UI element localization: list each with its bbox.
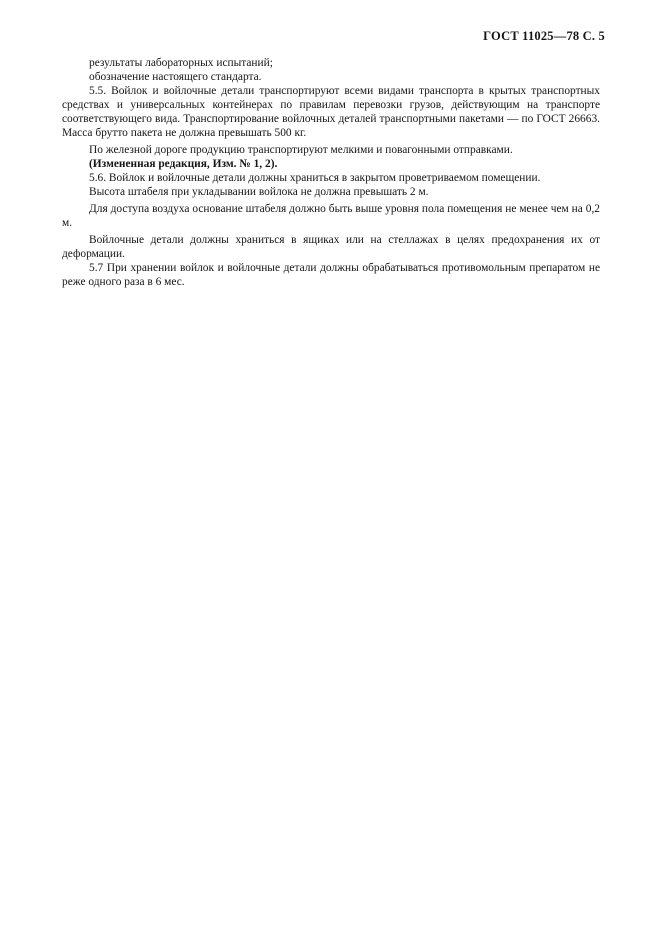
clause-5-7: 5.7 При хранении войлок и войлочные детали должны обрабатываться противомольным препаратом не реже одного раза в 6 мес. [62,262,600,288]
stack-base-paragraph: Для доступа воздуха основание штабеля должно быть выше уровня пола помещения не менее чем на 0,2 м. [62,203,600,229]
stack-height-paragraph: Высота штабеля при укладывании войлока не должна превышать 2 м. [89,186,429,198]
list-item-lab-results: результаты лабораторных испытаний; [89,57,273,69]
rail-transport-paragraph: По железной дороге продукцию транспортируют мелкими и повагонными отправками. [89,144,513,156]
clause-5-5: 5.5. Войлок и войлочные детали транспортируют всеми видами транспорта в крытых транспортных средствах и универсальных контейнерах по правилам перевозки грузов, действующим на транспорте соответствующего вида. Транспортирование войлочных деталей транспортными пакетами — по ГОСТ 26663. Масса брутто пакета не должна превышать 500 кг. [62,85,600,139]
storage-boxes-paragraph: Войлочные детали должны храниться в ящиках или на стеллажах в целях предохранения их от деформации. [62,234,600,260]
running-header: ГОСТ 11025—78 С. 5 [483,29,605,43]
document-body [62,56,600,289]
amendment-note: (Измененная редакция, Изм. № 1, 2). [89,158,278,170]
clause-5-6: 5.6. Войлок и войлочные детали должны храниться в закрытом проветриваемом помещении. [89,172,541,184]
list-item-standard-designation: обозначение настоящего стандарта. [89,71,262,83]
